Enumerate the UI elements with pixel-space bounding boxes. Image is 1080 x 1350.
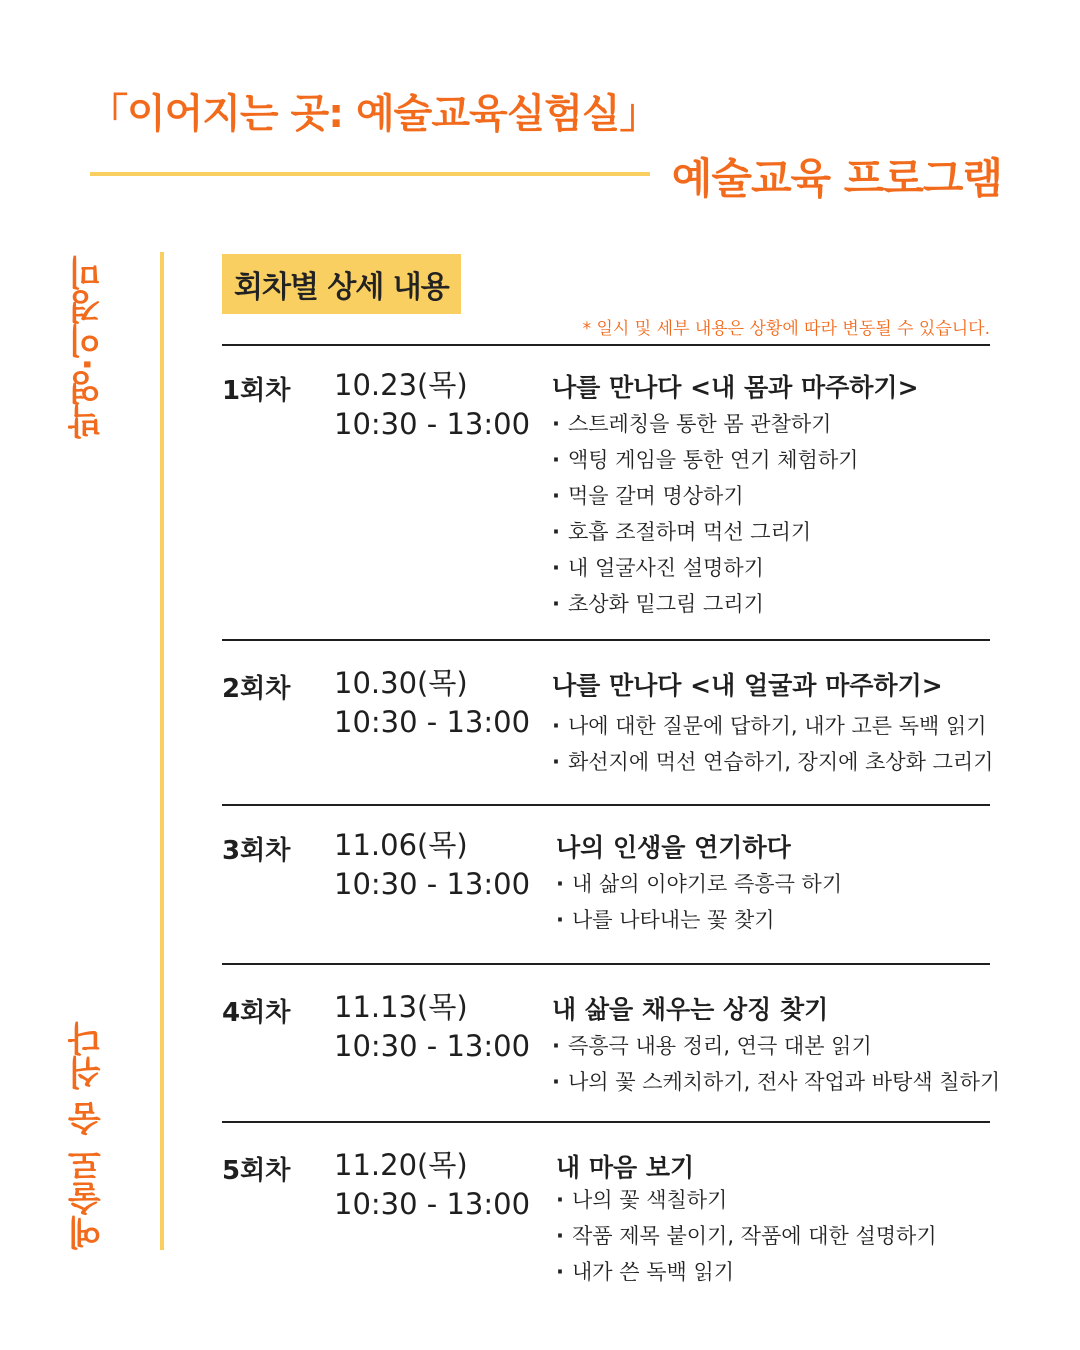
session-time: 10:30 - 13:00 — [334, 1187, 531, 1221]
divider — [222, 1121, 990, 1123]
activity-item: · 액팅 게임을 통한 연기 체험하기 — [552, 442, 858, 478]
session-title: 나의 인생을 연기하다 — [556, 833, 791, 862]
instructor-names: 박영·이경미 — [68, 256, 108, 439]
session-date: 11.20(목) — [334, 1148, 468, 1182]
activity-item: · 먹을 갈며 명상하기 — [552, 478, 858, 514]
session-number: 5회차 — [222, 1156, 291, 1186]
activity-item: · 작품 제목 붙이기, 작품에 대한 설명하기 — [556, 1218, 937, 1254]
activity-item: · 나의 꽃 스케치하기, 전사 작업과 바탕색 칠하기 — [552, 1064, 1000, 1100]
session-title: 나를 만나다 <내 몸과 마주하기> — [552, 373, 919, 402]
activity-item: · 내 얼굴사진 설명하기 — [552, 550, 858, 586]
session-activities — [556, 1182, 937, 1290]
session-number: 3회차 — [222, 836, 291, 866]
activity-item: · 초상화 밑그림 그리기 — [552, 586, 858, 622]
session-title: 나를 만나다 <내 얼굴과 마주하기> — [552, 671, 943, 700]
session-date: 11.13(목) — [334, 990, 468, 1024]
session-datetime — [334, 826, 530, 904]
session-datetime — [334, 366, 530, 444]
page-title: 「이어지는 곳: 예술교육실험실」 — [88, 91, 659, 137]
divider — [222, 804, 990, 806]
activity-item: · 스트레칭을 통한 몸 관찰하기 — [552, 406, 858, 442]
session-activities — [552, 406, 858, 622]
session-datetime — [334, 1146, 530, 1224]
session-time: 10:30 - 13:00 — [334, 407, 531, 441]
session-activities — [552, 1028, 1000, 1100]
session-activities — [556, 866, 842, 938]
session-date: 11.06(목) — [334, 828, 468, 862]
section-label: 회차별 상세 내용 — [222, 254, 461, 314]
session-title: 내 삶을 채우는 상징 찾기 — [552, 995, 829, 1024]
activity-item: · 화선지에 먹선 연습하기, 장지에 초상화 그리기 — [552, 744, 993, 780]
timeline-bar — [160, 252, 164, 1250]
activity-item: · 내가 쓴 독백 읽기 — [556, 1254, 937, 1290]
change-notice: * 일시 및 세부 내용은 상황에 따라 변동될 수 있습니다. — [582, 319, 990, 339]
session-number: 2회차 — [222, 674, 291, 704]
divider — [222, 963, 990, 965]
program-name: 예술로 숨 쉬다 — [68, 1022, 108, 1250]
session-number: 1회차 — [222, 376, 291, 406]
session-activities — [552, 708, 993, 780]
session-number: 4회차 — [222, 998, 291, 1028]
session-date: 10.30(목) — [334, 666, 468, 700]
page-subtitle: 예술교육 프로그램 — [671, 154, 1002, 203]
session-date: 10.23(목) — [334, 368, 468, 402]
title-divider — [90, 172, 650, 176]
activity-item: · 호흡 조절하며 먹선 그리기 — [552, 514, 858, 550]
session-time: 10:30 - 13:00 — [334, 1029, 531, 1063]
activity-item: · 즉흥극 내용 정리, 연극 대본 읽기 — [552, 1028, 1000, 1064]
session-time: 10:30 - 13:00 — [334, 867, 531, 901]
activity-item: · 나의 꽃 색칠하기 — [556, 1182, 937, 1218]
activity-item: · 나에 대한 질문에 답하기, 내가 고른 독백 읽기 — [552, 708, 993, 744]
activity-item: · 내 삶의 이야기로 즉흥극 하기 — [556, 866, 842, 902]
divider — [222, 639, 990, 641]
session-time: 10:30 - 13:00 — [334, 705, 531, 739]
session-datetime — [334, 664, 530, 742]
session-datetime — [334, 988, 530, 1066]
divider — [222, 344, 990, 346]
session-title: 내 마음 보기 — [556, 1153, 695, 1182]
activity-item: · 나를 나타내는 꽃 찾기 — [556, 902, 842, 938]
